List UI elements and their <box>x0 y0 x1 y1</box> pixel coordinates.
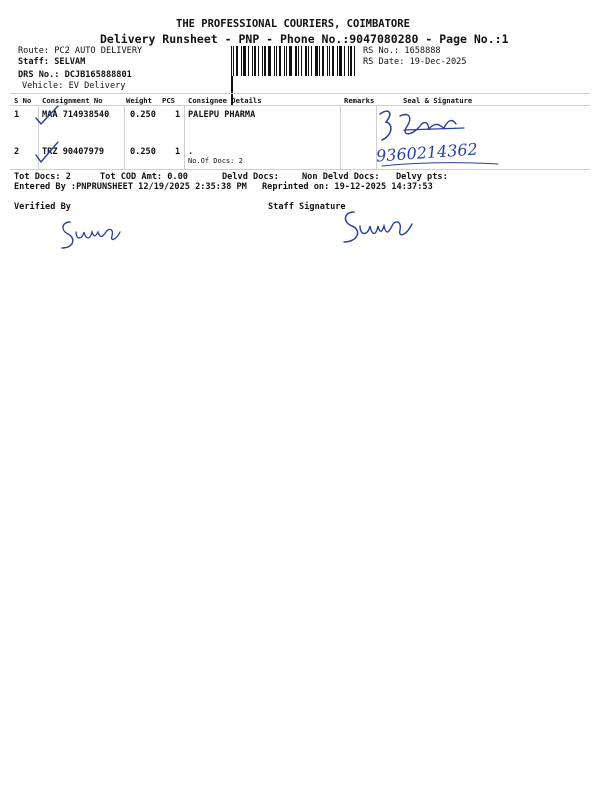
barcode-bar <box>231 46 232 76</box>
reprinted-on: Reprinted on: 19-12-2025 14:37:53 <box>262 182 433 192</box>
handwritten-seal-number: 9360214362 <box>375 139 479 166</box>
delvd-docs: Delvd Docs: <box>222 172 279 182</box>
barcode-bar <box>262 46 263 76</box>
barcode-bar <box>268 46 271 76</box>
col-consignment: Consignment No <box>42 96 103 105</box>
barcode-bar <box>311 46 312 76</box>
barcode-bar <box>243 46 246 76</box>
barcode-bar <box>258 46 259 76</box>
staff-signature-icon <box>340 208 420 248</box>
col-pcs: PCS <box>162 96 175 105</box>
barcode-bar <box>305 46 307 76</box>
row1-weight: 0.250 <box>130 110 156 120</box>
col-weight: Weight <box>126 96 152 105</box>
col-remarks: Remarks <box>344 96 375 105</box>
row1-consignee: PALEPU PHARMA <box>188 110 256 120</box>
barcode <box>231 46 359 76</box>
barcode-bar <box>354 46 355 76</box>
table-top-rule <box>10 93 590 94</box>
tick-mark-icon <box>34 104 60 126</box>
col-consignee: Consignee Details <box>188 96 262 105</box>
barcode-bar <box>236 46 238 76</box>
barcode-bar <box>264 46 266 76</box>
col-rule <box>124 105 125 169</box>
barcode-bar <box>339 46 342 76</box>
barcode-bar <box>241 46 242 76</box>
barcode-bar <box>322 46 324 76</box>
col-rule <box>184 105 185 169</box>
barcode-bar <box>276 46 277 76</box>
barcode-bar <box>286 46 287 76</box>
delvy-points: Delvy pts: <box>396 172 448 182</box>
row2-pcs: 1 <box>175 147 181 157</box>
barcode-bar <box>337 46 338 76</box>
barcode-bar <box>344 46 345 76</box>
barcode-bar <box>289 46 292 76</box>
col-seal: Seal & Signature <box>403 96 473 105</box>
row2-consignment: TRZ 90407979 <box>42 147 105 157</box>
verified-by-label: Verified By <box>14 202 71 212</box>
barcode-bar <box>254 46 256 76</box>
barcode-bar <box>284 46 285 76</box>
row2-consignee: . <box>188 147 194 157</box>
row2-sno: 2 <box>14 147 20 157</box>
barcode-bar <box>298 46 299 76</box>
barcode-bar <box>332 46 334 76</box>
company-title: THE PROFESSIONAL COURIERS, COIMBATORE <box>176 18 410 30</box>
tick-mark-icon <box>34 140 60 164</box>
barcode-bar <box>279 46 281 76</box>
barcode-bar <box>301 46 302 76</box>
row2-weight: 0.250 <box>130 147 156 157</box>
barcode-bar <box>329 46 330 76</box>
row1-pcs: 1 <box>175 110 181 120</box>
col-rule <box>340 105 341 169</box>
vehicle-text: Vehicle: EV Delivery <box>22 81 126 91</box>
table-bottom-rule <box>10 169 590 170</box>
route-text: Route: PC2 AUTO DELIVERY <box>18 46 143 56</box>
rs-number: RS No.: 1658888 <box>363 46 441 56</box>
non-delvd-docs: Non Delvd Docs: <box>302 172 380 182</box>
barcode-bar <box>315 46 318 76</box>
barcode-bar <box>350 46 352 76</box>
row1-consignment: MAA 714938540 <box>42 110 110 120</box>
barcode-bar <box>327 46 328 76</box>
barcode-bar <box>295 46 297 76</box>
barcode-bar <box>319 46 320 76</box>
barcode-bar <box>348 46 349 76</box>
col-sno: S No <box>14 96 32 105</box>
tot-cod-amount: Tot COD Amt: 0.00 <box>100 172 188 182</box>
runsheet-subtitle: Delivery Runsheet - PNP - Phone No.:9047080280 - Page No.:1 <box>100 32 509 46</box>
entered-by: Entered By :PNPRUNSHEET 12/19/2025 2:35:38 PM <box>14 182 247 192</box>
verifier-signature-icon <box>58 218 128 252</box>
barcode-bar <box>248 46 249 76</box>
row2-doc-count: No.Of Docs: 2 <box>188 157 243 165</box>
barcode-bar <box>274 46 275 76</box>
row1-sno: 1 <box>14 110 20 120</box>
rs-date: RS Date: 19-Dec-2025 <box>363 57 467 67</box>
drs-number: DRS No.: DCJB165888801 <box>18 70 132 80</box>
barcode-bar <box>233 46 234 76</box>
tot-docs: Tot Docs: 2 <box>14 172 71 182</box>
barcode-bar <box>252 46 253 76</box>
staff-text: Staff: SELVAM <box>18 57 86 67</box>
table-header-rule <box>10 105 590 106</box>
barcode-bar <box>308 46 309 76</box>
staff-signature-label: Staff Signature <box>268 202 346 212</box>
seal-underline-icon <box>380 160 500 168</box>
